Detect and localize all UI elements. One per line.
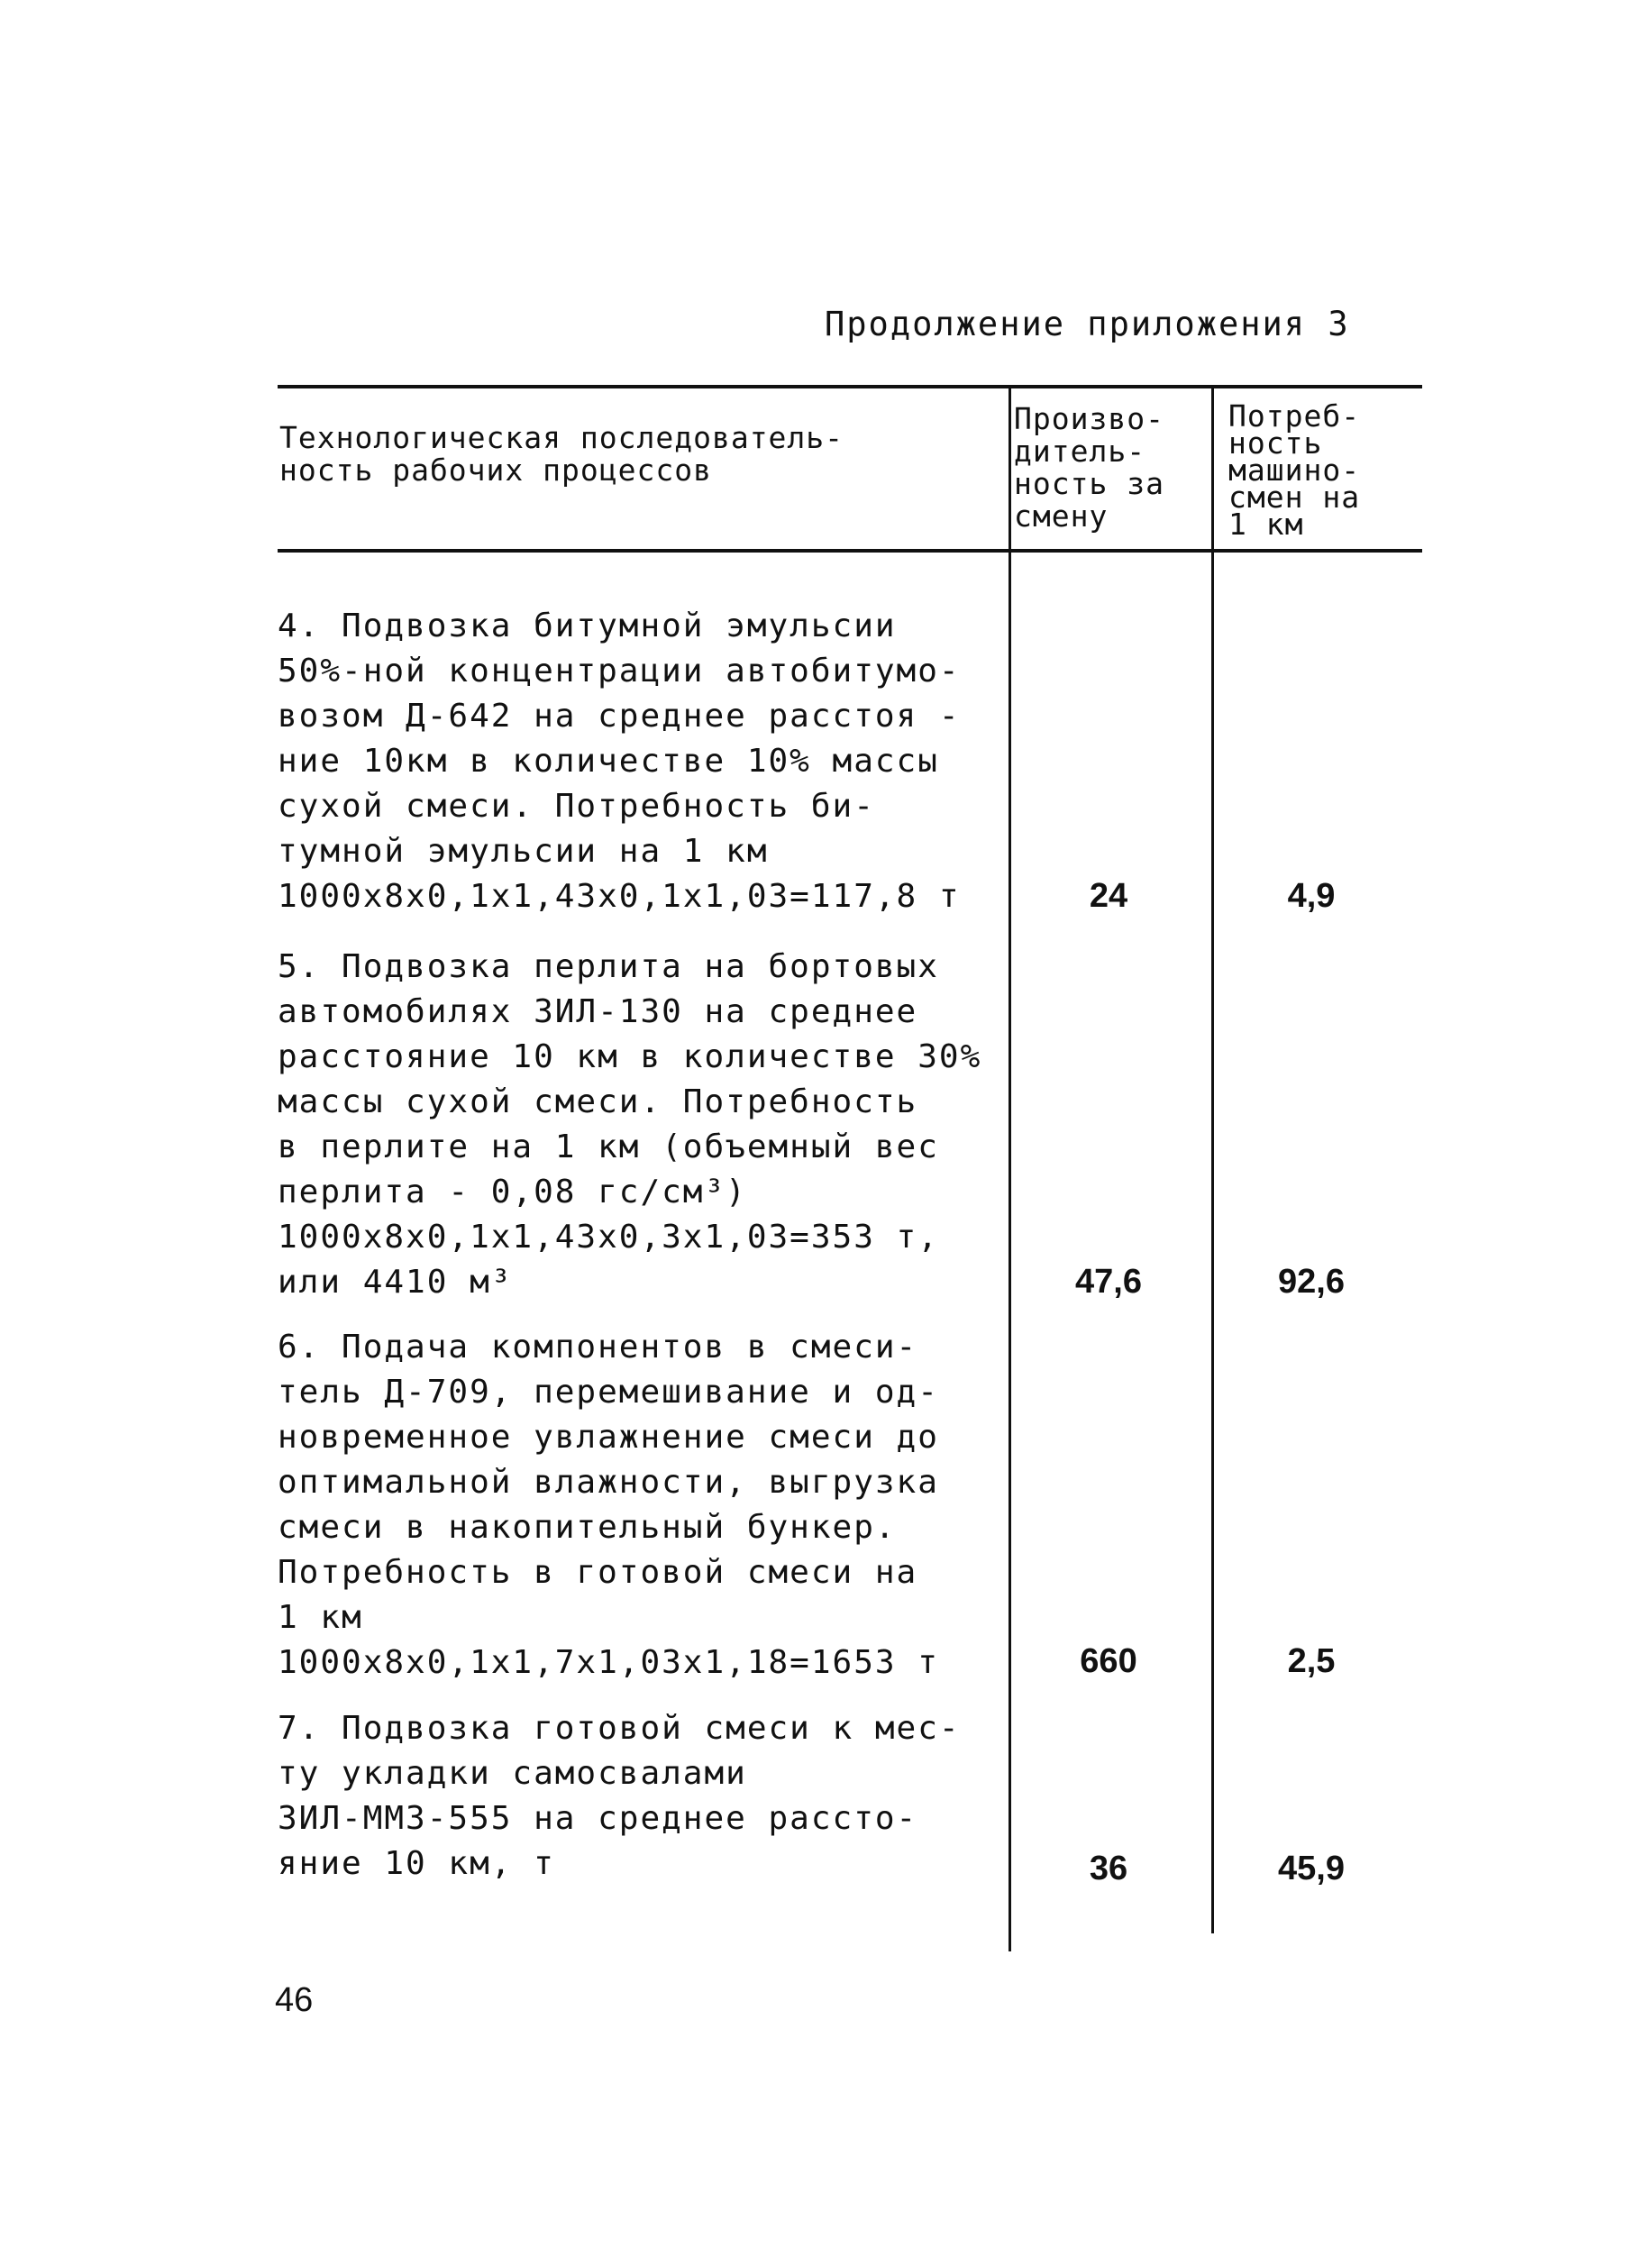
table-row-5-need: 92,6 [1278, 1263, 1345, 1301]
header-machine-shifts: Потреб- ность машино- смен на 1 км [1228, 398, 1361, 542]
table-top-rule [278, 385, 1422, 388]
header-process: Технологическая последователь- ность рабочих процессов [279, 420, 844, 488]
page-number: 46 [275, 1981, 314, 2019]
table-row-4-text: 4. Подвозка битумной эмульсии 50%-ной концентрации автобитумо- возом Д-642 на среднее расстоя - ние 10км в количестве 10% массы сухой смеси. Потребность би- тумной эмульсии на 1 км 1000x8x0,1x1,43x0,1x1,03=117,8 т [278, 608, 961, 915]
column-divider-2 [1211, 388, 1214, 1933]
table-row-7-productivity: 36 [1089, 1850, 1128, 1887]
header-productivity: Произво- дитель- ность за смену [1014, 401, 1164, 534]
table-row-4-productivity: 24 [1089, 877, 1128, 915]
table-row-6-text: 6. Подача компонентов в смеси- тель Д-709, перемешивание и од- новременное увлажнение смеси до оптимальной влажности, выгрузка смеси в накопительный бункер. Потребность в готовой смеси на 1 км 1000x8x0,1x1,7x1,03x1,18=1653 т [278, 1329, 939, 1681]
table-row-6-need: 2,5 [1287, 1642, 1336, 1680]
table-header-rule [278, 549, 1422, 553]
table-row-6-productivity: 660 [1080, 1642, 1137, 1680]
table-row-5-text: 5. Подвозка перлита на бортовых автомобилях ЗИЛ-130 на среднее расстояние 10 км в количестве 30% массы сухой смеси. Потребность в перлите на 1 км (объемный вес перлита - 0,08 гс/см³) 1000x8x0,1x1,43x0,3x1,03=353 т, или 4410 м³ [278, 948, 982, 1301]
table-row-4-need: 4,9 [1287, 877, 1336, 915]
table-row-7-need: 45,9 [1278, 1850, 1345, 1887]
table-row-5-productivity: 47,6 [1075, 1263, 1142, 1301]
table-row-7-text: 7. Подвозка готовой смеси к мес- ту укладки самосвалами ЗИЛ-ММЗ-555 на среднее рассто- яние 10 км, т [278, 1710, 961, 1882]
continuation-caption: Продолжение приложения 3 [825, 305, 1350, 343]
